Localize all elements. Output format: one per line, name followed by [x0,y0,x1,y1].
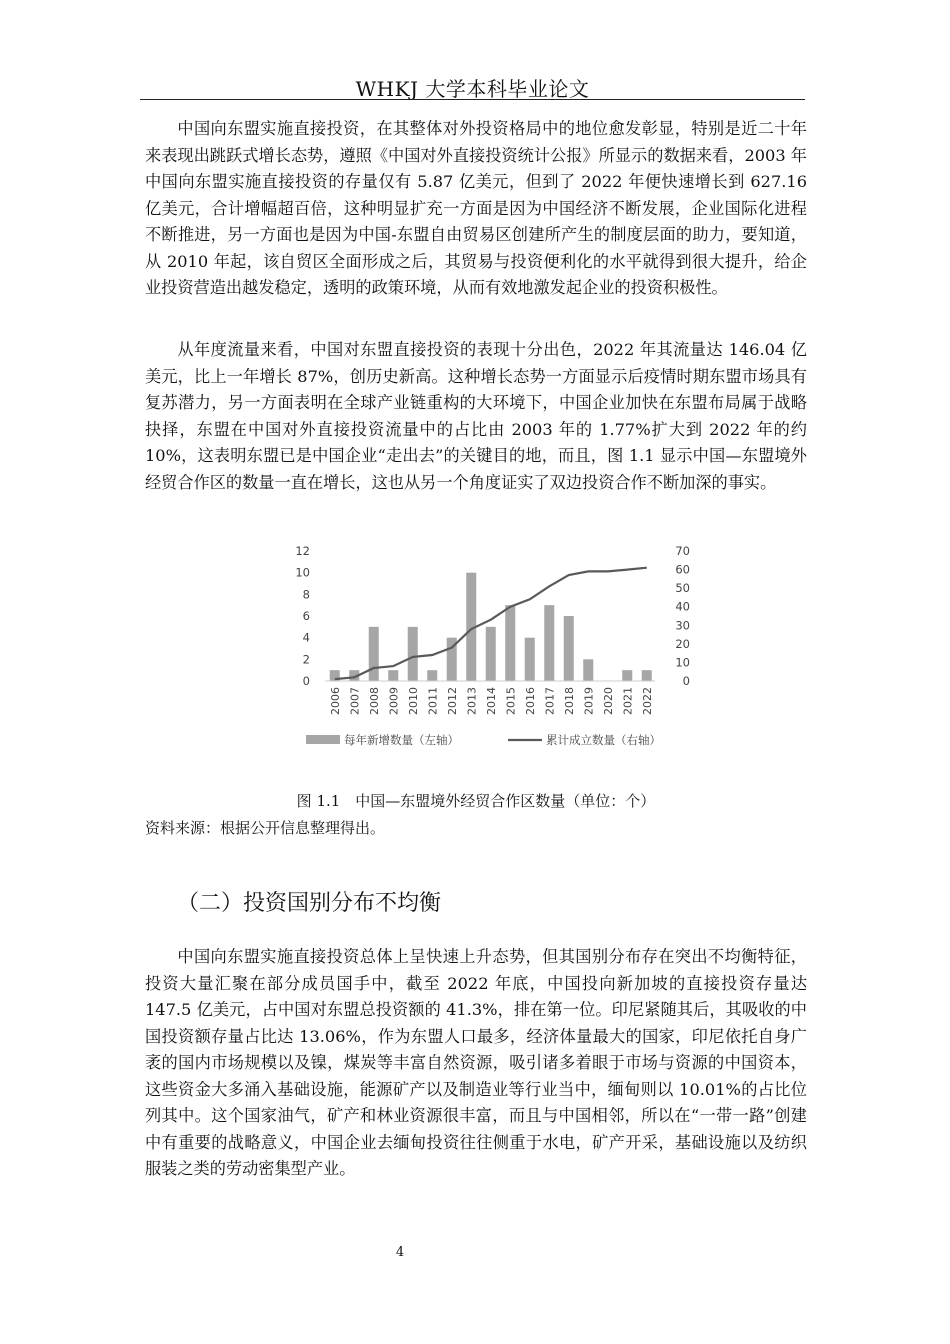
legend [306,733,661,747]
x-tick-label: 2013 [465,687,479,715]
x-tick-label: 2021 [621,687,635,715]
x-tick-label: 2020 [601,687,615,715]
page-header: WHKJ 大学本科毕业论文 [355,77,590,101]
bar-2010 [408,627,418,681]
header-divider [140,99,805,100]
bar-2015 [505,605,515,681]
left-tick-label: 6 [302,609,310,623]
bar-2016 [525,638,535,681]
x-tick-label: 2017 [543,687,557,715]
left-tick-label: 10 [295,565,310,580]
bar-2011 [427,670,437,681]
x-tick-label: 2018 [562,687,576,715]
right-tick-label: 0 [682,674,690,688]
left-tick-label: 0 [302,674,310,688]
left-tick-label: 4 [302,630,310,645]
bar-2018 [564,616,574,681]
x-tick-label: 2011 [426,687,440,715]
cooperation-zone-chart [280,535,700,755]
x-axis-labels [329,687,654,715]
right-tick-label: 50 [675,581,690,596]
x-tick-label: 2019 [582,687,596,715]
paragraph-2: 从年度流量来看，中国对东盟直接投资的表现十分出色，2022 年其流量达 146.04 亿美元，比上一年增长 87%，创历史新高。这种增长态势一方面显示后疫情时期东盟市场具有复苏潜力，另一方面表明在全球产业链重构的大环境下，中国企业加快在东盟布局属于战略抉择，东盟在中国对外直接投资流量中的占比由 2003 年的 1.77%扩大到 2022 年的约 10%，这表明东盟已是中国企业“走出去”的关键目的地，而且，图 1.1 显示中国—东盟境外经贸合作区的数量一直在增长，这也从另一个角度证实了双边投资合作不断加深的事实。 [145,340,807,492]
right-tick-label: 60 [675,562,690,577]
left-axis [295,544,310,688]
bar-2019 [583,659,593,681]
bar-2022 [642,670,652,681]
x-tick-label: 2022 [640,687,654,715]
bar-2017 [544,605,554,681]
right-tick-label: 20 [675,636,690,651]
paragraph-1: 中国向东盟实施直接投资，在其整体对外投资格局中的地位愈发彰显，特别是近二十年来表现出跳跃式增长态势，遵照《中国对外直接投资统计公报》所显示的数据来看，2003 年中国向东盟实施直接投资的存量仅有 5.87 亿美元，但到了 2022 年便快速增长到 627.16 亿美元，合计增幅超百倍，这种明显扩充一方面是因为中国经济不断发展，企业国际化进程不断推进，另一方面也是因为中国-东盟自由贸易区创建所产生的制度层面的助力，要知道，从 2010 年起，该自贸区全面形成之后，其贸易与投资便利化的水平就得到很大提升，给企业投资营造出越发稳定，透明的政策环境，从而有效地激发起企业的投资积极性。 [145,119,807,297]
x-tick-label: 2007 [348,687,362,715]
bar-2009 [388,670,398,681]
left-tick-label: 8 [302,587,310,602]
figure-caption: 图 1.1 中国—东盟境外经贸合作区数量（单位：个） [296,792,656,810]
x-tick-label: 2008 [367,687,381,715]
x-tick-label: 2012 [445,687,459,715]
right-axis [675,544,690,688]
legend-line-label: 累计成立数量（右轴） [546,733,661,747]
legend-bar-swatch [306,735,340,744]
bar-2008 [369,627,379,681]
right-tick-label: 30 [675,618,690,633]
section-heading: （二）投资国别分布不均衡 [177,891,442,916]
legend-bar-label: 每年新增数量（左轴） [344,733,459,747]
right-tick-label: 70 [675,544,690,558]
figure-source: 资料来源：根据公开信息整理得出。 [145,819,386,837]
bar-series [330,573,652,681]
page-number: 4 [395,1245,405,1260]
x-tick-label: 2010 [406,687,420,715]
x-tick-label: 2006 [328,687,342,715]
x-tick-label: 2015 [504,687,518,715]
right-tick-label: 40 [675,599,690,614]
x-tick-label: 2016 [523,687,537,715]
paragraph-3: 中国向东盟实施直接投资总体上呈快速上升态势，但其国别分布存在突出不均衡特征，投资大量汇聚在部分成员国手中，截至 2022 年底，中国投向新加坡的直接投资存量达 147.5 亿美元，占中国对东盟总投资额的 41.3%，排在第一位。印尼紧随其后，其吸收的中国投资额存量占比达 13.06%，作为东盟人口最多，经济体量最大的国家，印尼依托自身广袤的国内市场规模以及镍，煤炭等丰富自然资源，吸引诸多着眼于市场与资源的中国资本，这些资金大多涌入基础设施，能源矿产以及制造业等行业当中，缅甸则以 10.01%的占比位列其中。这个国家油气，矿产和林业资源很丰富，而且与中国相邻，所以在“一带一路”创建中有重要的战略意义，中国企业去缅甸投资往往侧重于水电，矿产开采，基础设施以及纺织服装之类的劳动密集型产业。 [145,947,807,1178]
x-tick-label: 2009 [387,687,401,715]
x-tick-label: 2014 [484,687,498,715]
right-tick-label: 10 [675,655,690,670]
left-tick-label: 12 [295,544,310,558]
bar-2014 [486,627,496,681]
bar-2021 [622,670,632,681]
left-tick-label: 2 [302,652,310,667]
